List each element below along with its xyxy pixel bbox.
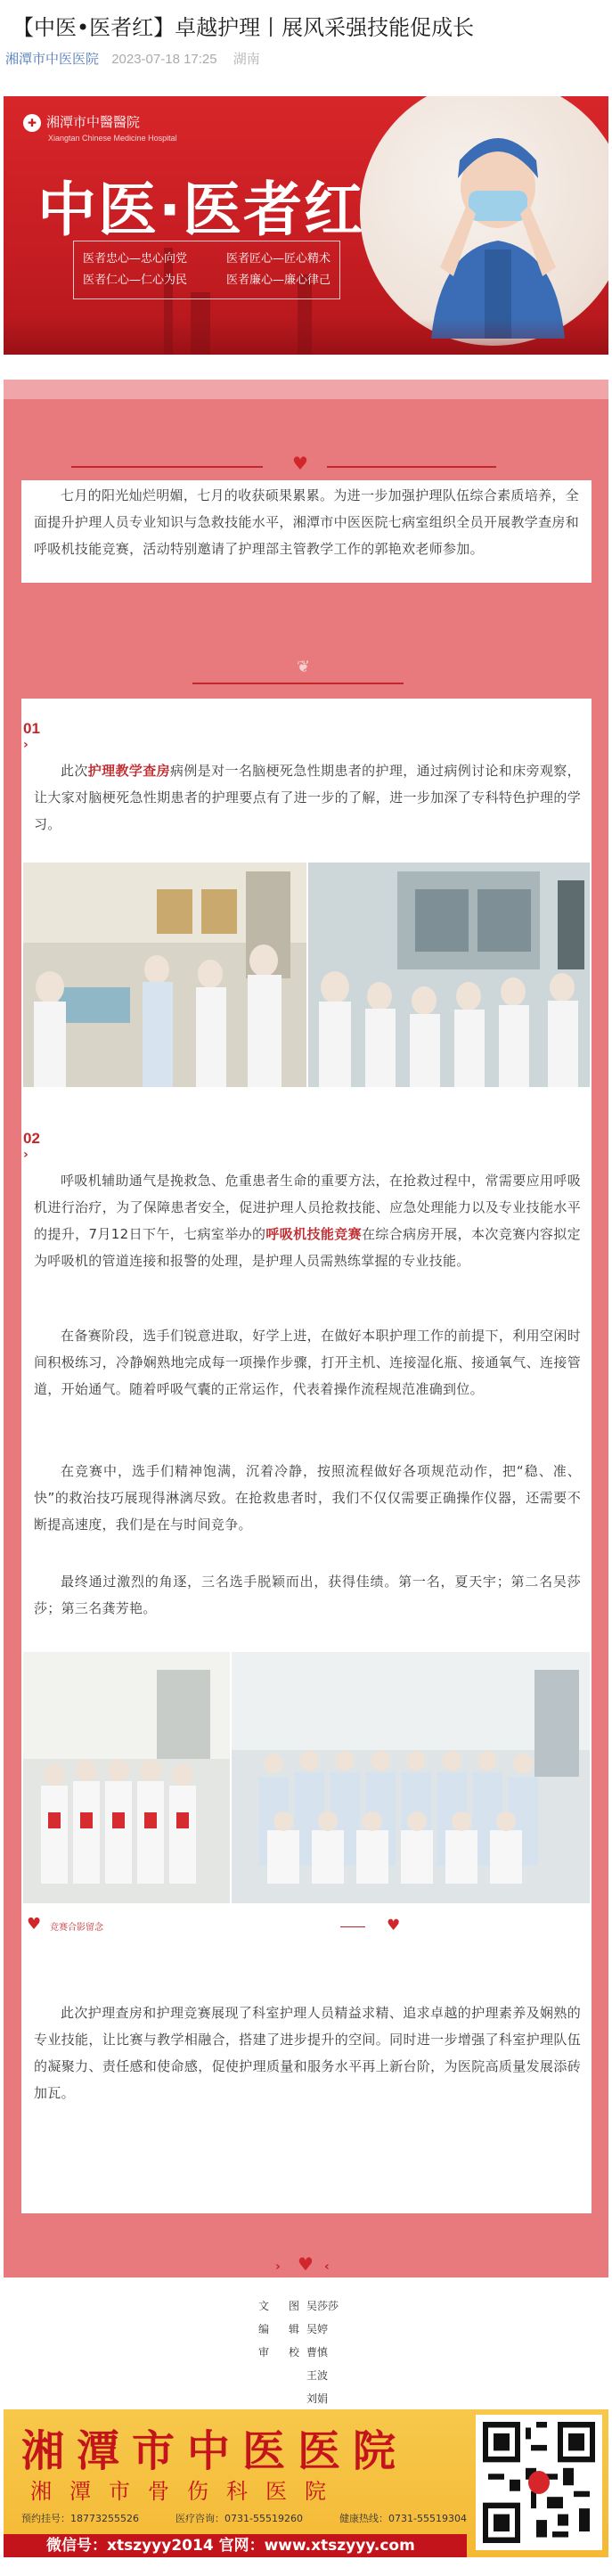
section-number: 02 <box>23 1130 40 1147</box>
chevron-left-icon: ‹ <box>324 2260 330 2274</box>
credit-value: 王波 <box>306 2369 329 2382</box>
conclusion-paragraph: 此次护理查房和护理竞赛展现了科室护理人员精益求精、追求卓越的护理素养及娴熟的专业技能，让比赛与教学相融合，搭建了进步提升的空间。同时进一步增强了科室护理队伍的凝聚力、责任感和使命感，促使护理质量和服务水平再上新台阶，为医院高质量发展添砖加瓦。 <box>34 2005 581 2101</box>
credits <box>258 2294 365 2410</box>
credit-row <box>258 2318 365 2341</box>
article-source-link[interactable]: 湘潭市中医医院 <box>5 52 100 67</box>
intro-card <box>21 480 592 583</box>
teaching-rounds-photo <box>23 863 306 1087</box>
credit-key: 文图 <box>258 2300 299 2312</box>
footer-hospital-name: 湘潭市中医医院 <box>21 2426 409 2476</box>
chevron-right-icon: › <box>275 2260 281 2274</box>
slogan-item: 医者廉心—廉心律己 <box>225 274 330 287</box>
hospital-logo-icon: ✚ <box>23 114 41 132</box>
credit-key <box>258 2387 299 2410</box>
qr-code-icon <box>483 2422 595 2543</box>
banner-headline: 中医·医者红 <box>37 176 365 244</box>
article-body <box>4 380 608 2278</box>
photo-caption: 竞赛合影留念 <box>50 1923 103 1933</box>
heart-icon: ♥ <box>387 1917 401 1934</box>
credit-key: 审校 <box>258 2346 299 2359</box>
hospital-logo-text: 湘潭市中醫醫院 <box>46 114 141 130</box>
section2-paragraph-2: 在备赛阶段，选手们锐意进取，好学上进，在做好本职护理工作的前提下，利用空闲时间积极练习，冷静娴熟地完成每一项操作步骤，打开主机、连接湿化瓶、接通氧气、连接管道，开始通气。随着呼吸气囊的正常运作，代表着操作流程规范准确到位。 <box>34 1328 581 1397</box>
section1-text: 此次 <box>61 763 88 779</box>
competition-winners-photo <box>23 1652 230 1903</box>
body-top-band <box>4 380 608 399</box>
hands-heart-icon: ❦ <box>297 658 311 676</box>
divider-line <box>340 1926 365 1927</box>
content-card <box>21 699 592 2213</box>
heart-icon: ♥ <box>298 2253 314 2275</box>
divider-line <box>327 466 496 468</box>
qr-code[interactable] <box>476 2415 602 2550</box>
credit-row <box>258 2294 365 2318</box>
section2-highlight: 呼吸机技能竞赛 <box>265 1226 363 1242</box>
credit-value: 吴婷 <box>306 2323 329 2335</box>
group-photo <box>232 1652 590 1903</box>
footer-phone: 预约挂号：18773255526 <box>21 2513 139 2524</box>
chevron-right-icon: › <box>23 1148 29 1162</box>
heart-icon: ♥ <box>292 453 308 474</box>
credit-row <box>258 2387 365 2410</box>
section1-paragraph <box>34 757 581 838</box>
credit-key: 编辑 <box>258 2323 299 2335</box>
banner-bottom-shade <box>4 319 608 355</box>
hospital-logo-subtitle: Xiangtan Chinese Medicine Hospital <box>48 134 177 143</box>
footer-phones <box>21 2511 467 2525</box>
heart-icon: ♥ <box>27 1915 42 1934</box>
article-title: 【中医•医者红】卓越护理丨展风采强技能促成长 <box>12 15 475 40</box>
article-date: 2023-07-18 17:25 <box>111 52 217 67</box>
section2-paragraph-4: 最终通过激烈的角逐，三名选手脱颖而出，获得佳绩。第一名，夏天宇；第二名吴莎莎；第三名龚芳艳。 <box>34 1574 581 1616</box>
footer-phone: 医疗咨询：0731-55519260 <box>175 2513 303 2524</box>
divider-line <box>192 683 404 684</box>
credit-value: 吴莎莎 <box>306 2300 339 2312</box>
section2-text: 呼吸机辅助通气是挽救急、危重患者生命的重要方法，在抢救过程中，常需要应用呼吸机进行治疗，为了保障患者安全，促进护理人员抢救技能、应急处理能力以及专业技能水平的提升，7月12日下午，七病室举办的 <box>34 1173 581 1242</box>
bedside-observation-photo <box>308 863 590 1087</box>
section-number: 01 <box>23 720 40 737</box>
chevron-right-icon: › <box>23 738 29 752</box>
section2-paragraph-1 <box>34 1167 581 1274</box>
footer-banner <box>4 2409 608 2557</box>
article-meta <box>5 49 260 68</box>
slogan-item: 医者忠心—忠心向党 <box>83 252 188 266</box>
credit-row <box>258 2341 365 2364</box>
section2-text: 在综合病房开展，本次竞赛内容拟定为呼吸机的管道连接和报警的处理，是护理人员需熟练掌握的专业技能。 <box>34 1226 581 1269</box>
nurse-illustration <box>422 116 574 339</box>
hospital-logo <box>23 112 140 132</box>
credit-value: 刘娟 <box>306 2392 329 2405</box>
banner-slogan-box <box>73 241 340 299</box>
section1-text: 病例是对一名脑梗死急性期患者的护理，通过病例讨论和床旁观察，让大家对脑梗死急性期患者的护理要点有了进一步的了解，进一步加深了专科特色护理的学习。 <box>34 763 581 832</box>
slogan-item: 医者仁心—仁心为民 <box>83 274 188 287</box>
intro-paragraph: 七月的阳光灿烂明媚，七月的收获硕果累累。为进一步加强护理队伍综合素质培养，全面提升护理人员专业知识与急救技能水平，湘潭市中医医院七病室组织全员开展教学查房和呼吸机技能竞赛，活动特别邀请了护理部主管教学工作的郭艳欢老师参加。 <box>34 487 580 557</box>
section2-paragraph-3: 在竞赛中，选手们精神饱满，沉着冷静，按照流程做好各项规范动作，把“稳、准、快”的救治技巧展现得淋漓尽致。在抢救患者时，我们不仅仅需要正确操作仪器，还需要不断提高速度，我们是在与时间竞争。 <box>34 1463 581 1533</box>
footer-wechat-website: 微信号：xtszyyy2014 官网：www.xtszyyy.com <box>4 2534 467 2557</box>
hero-banner <box>4 96 608 355</box>
footer-phone: 健康热线：0731-55519304 <box>339 2513 467 2524</box>
section1-highlight: 护理教学查房 <box>87 763 170 779</box>
slogan-item: 医者匠心—匠心精术 <box>225 252 330 266</box>
credit-row <box>258 2364 365 2387</box>
credit-key <box>258 2364 299 2387</box>
article-author: 湖南 <box>233 52 260 67</box>
footer-hospital-subname: 湘潭市骨伤科医院 <box>30 2479 344 2504</box>
divider-line <box>71 466 263 468</box>
credit-value: 曹慎 <box>306 2346 329 2359</box>
